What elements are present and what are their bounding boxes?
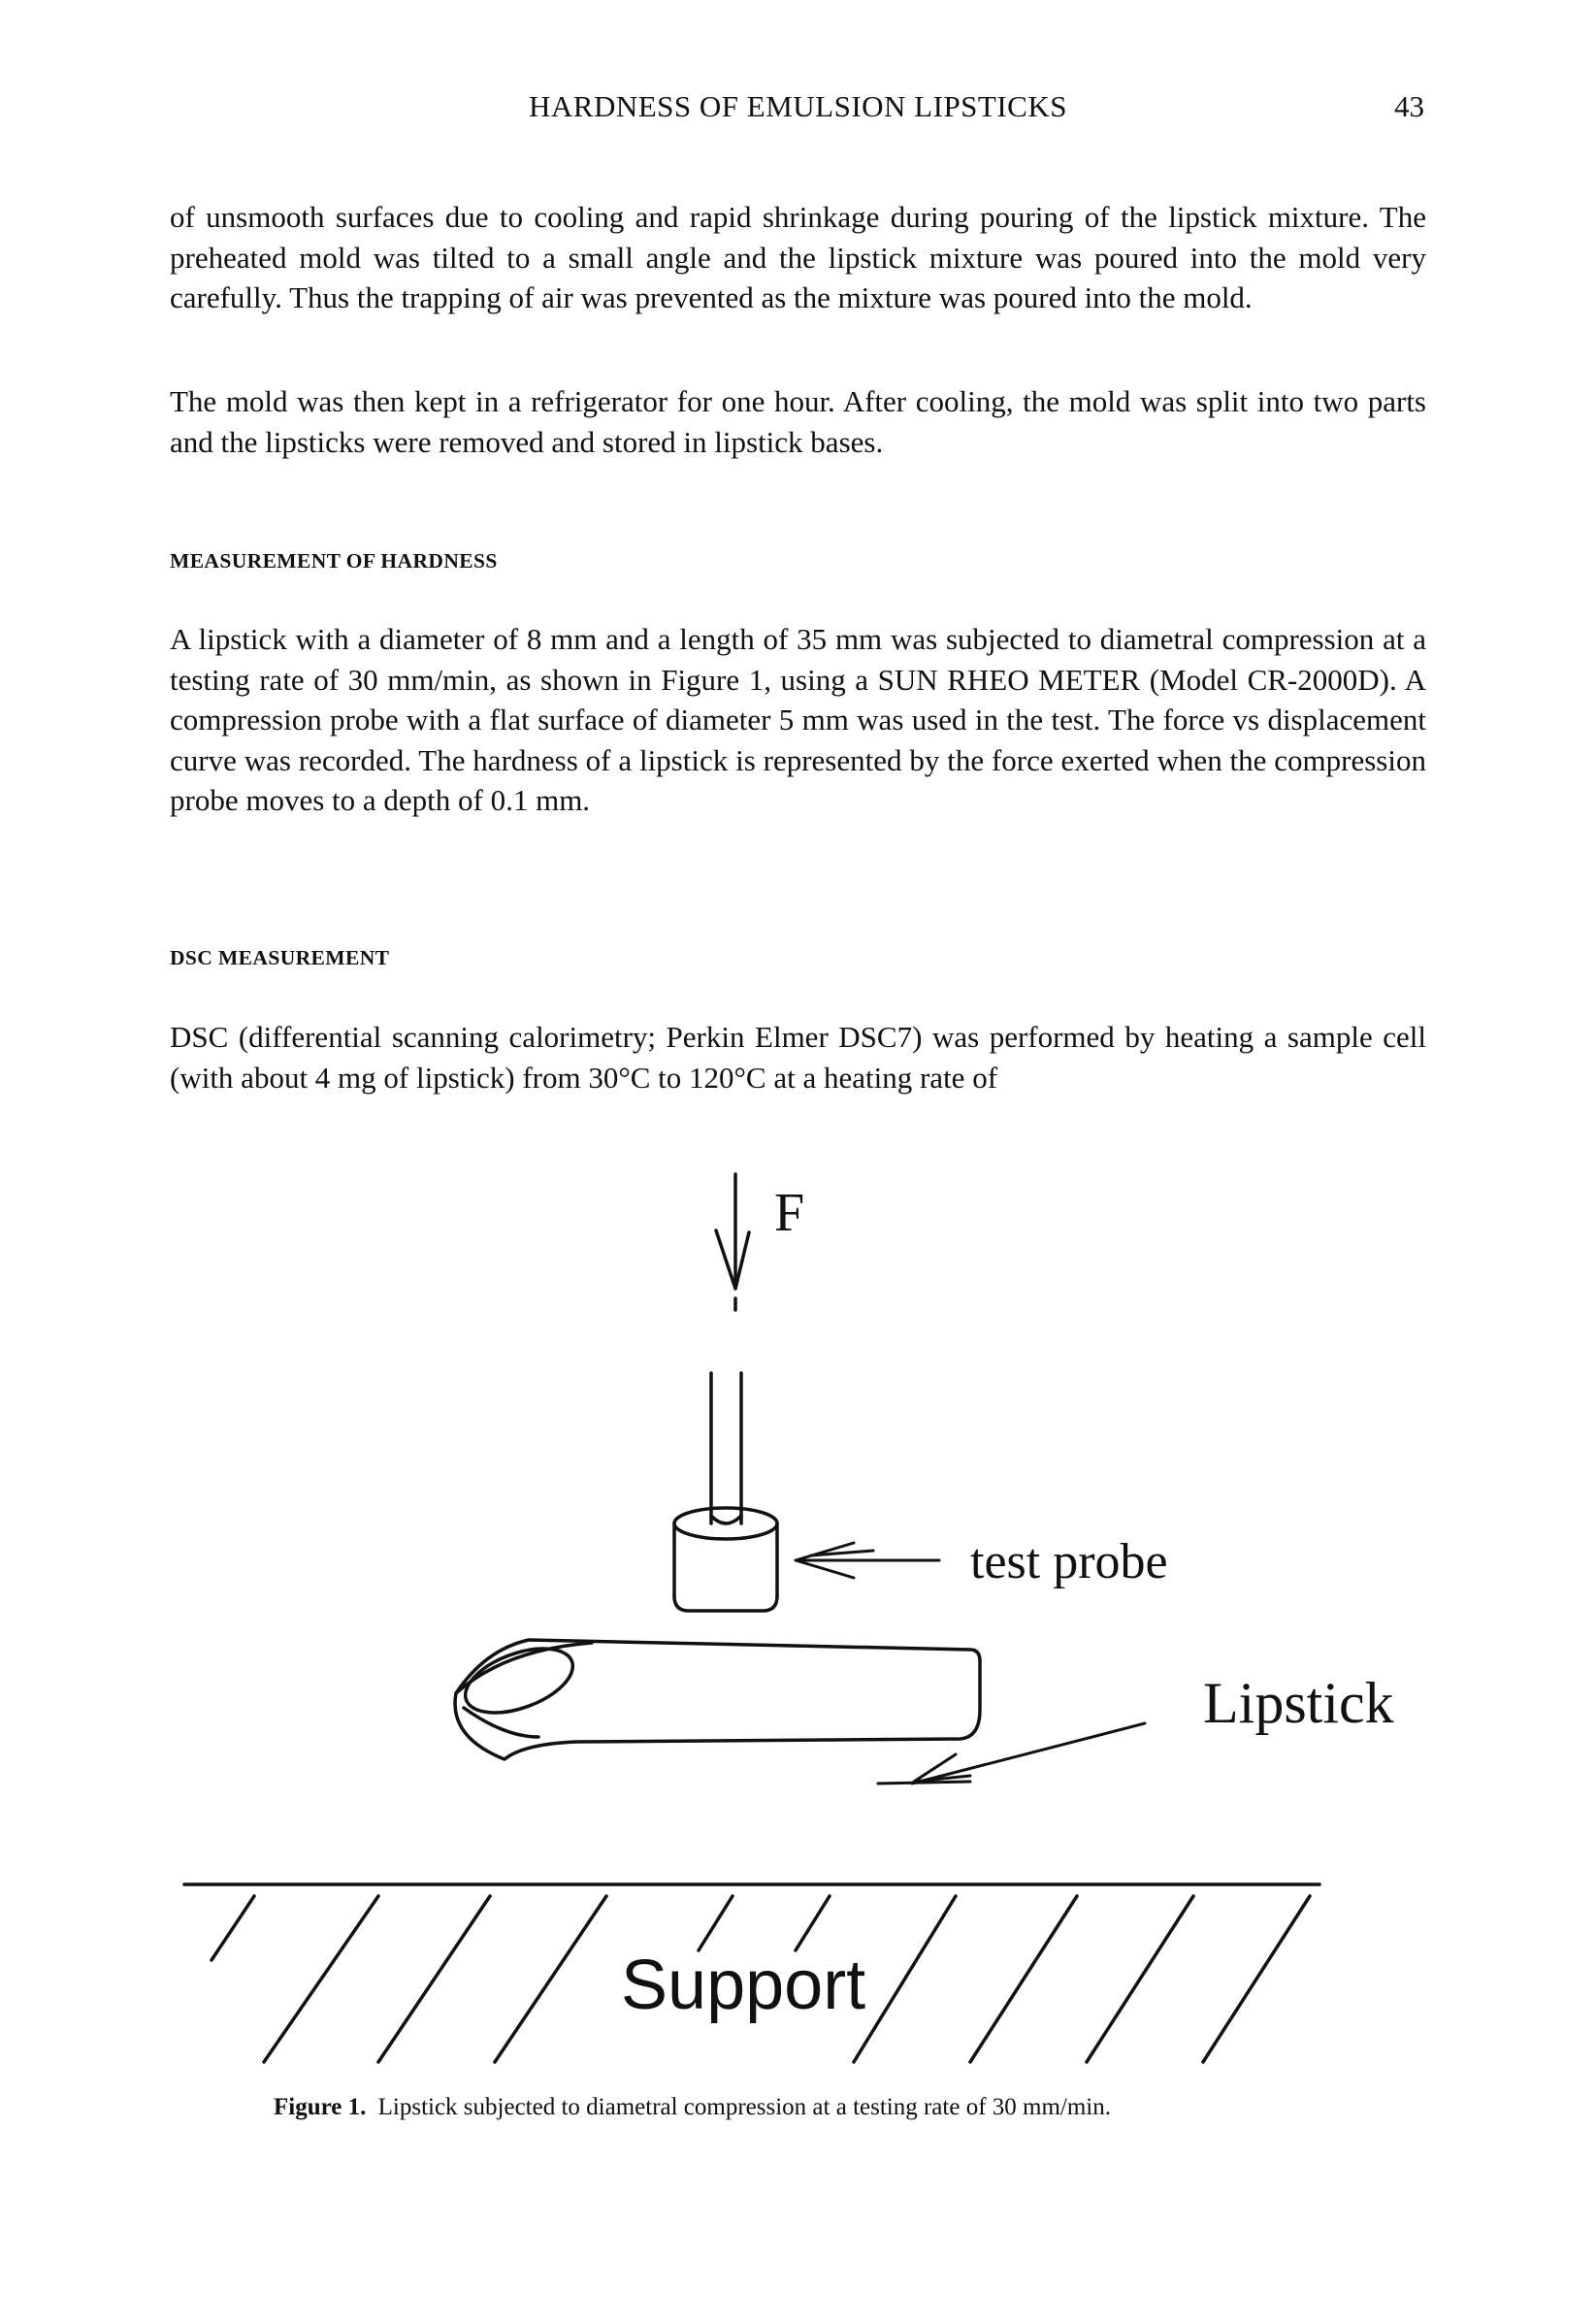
test-probe [674, 1508, 777, 1611]
support-label: Support [621, 1947, 866, 2024]
paragraph-1: of unsmooth surfaces due to cooling and rapid shrinkage during pouring of the lipstick mixture. The preheated mold was tilted to a small angle and the lipstick mixture was poured into the mold very carefully. Thus the trapping of air was prevented as the mixture was poured into the mold. [170, 200, 1426, 314]
lipstick-label: Lipstick [1203, 1671, 1394, 1735]
probe-pointer [796, 1543, 939, 1578]
paragraph-2: The mold was then kept in a refrigerator for one hour. After cooling, the mold was split into two parts and the lipsticks were removed and stored in lipstick bases. [170, 384, 1426, 459]
caption-text: Lipstick subjected to diametral compression at a testing rate of 30 mm/min. [377, 2094, 1111, 2120]
lipstick-body [455, 1636, 980, 1759]
paragraph-4: DSC (differential scanning calorimetry; Perkin Elmer DSC7) was performed by heating a sample cell (with about 4 mg of lipstick) from 30°C to 120°C at a heating rate of [170, 1020, 1426, 1095]
figure-caption [274, 2094, 1111, 2121]
running-title: HARDNESS OF EMULSION LIPSTICKS [529, 89, 1067, 123]
force-label: F [774, 1183, 805, 1243]
section-heading-dsc: DSC MEASUREMENT [170, 946, 390, 969]
probe-shaft [711, 1373, 741, 1523]
paragraph-3: A lipstick with a diameter of 8 mm and a length of 35 mm was subjected to diametral compression at a testing rate of 30 mm/min, as shown in Figure 1, using a SUN RHEO METER (Model CR-2000D). A compression probe with a flat surface of diameter 5 mm was used in the test. The force vs displacement curve was recorded. The hardness of a lipstick is represented by the force exerted when the compression probe moves to a depth of 0.1 mm. [170, 622, 1426, 817]
page-number: 43 [1394, 89, 1424, 123]
lipstick-pointer [878, 1723, 1145, 1784]
figure-diagram [0, 1145, 1596, 2154]
probe-label: test probe [970, 1534, 1168, 1589]
force-arrow [716, 1174, 749, 1310]
section-heading-hardness: MEASUREMENT OF HARDNESS [170, 549, 498, 573]
caption-label: Figure 1. [274, 2094, 367, 2120]
